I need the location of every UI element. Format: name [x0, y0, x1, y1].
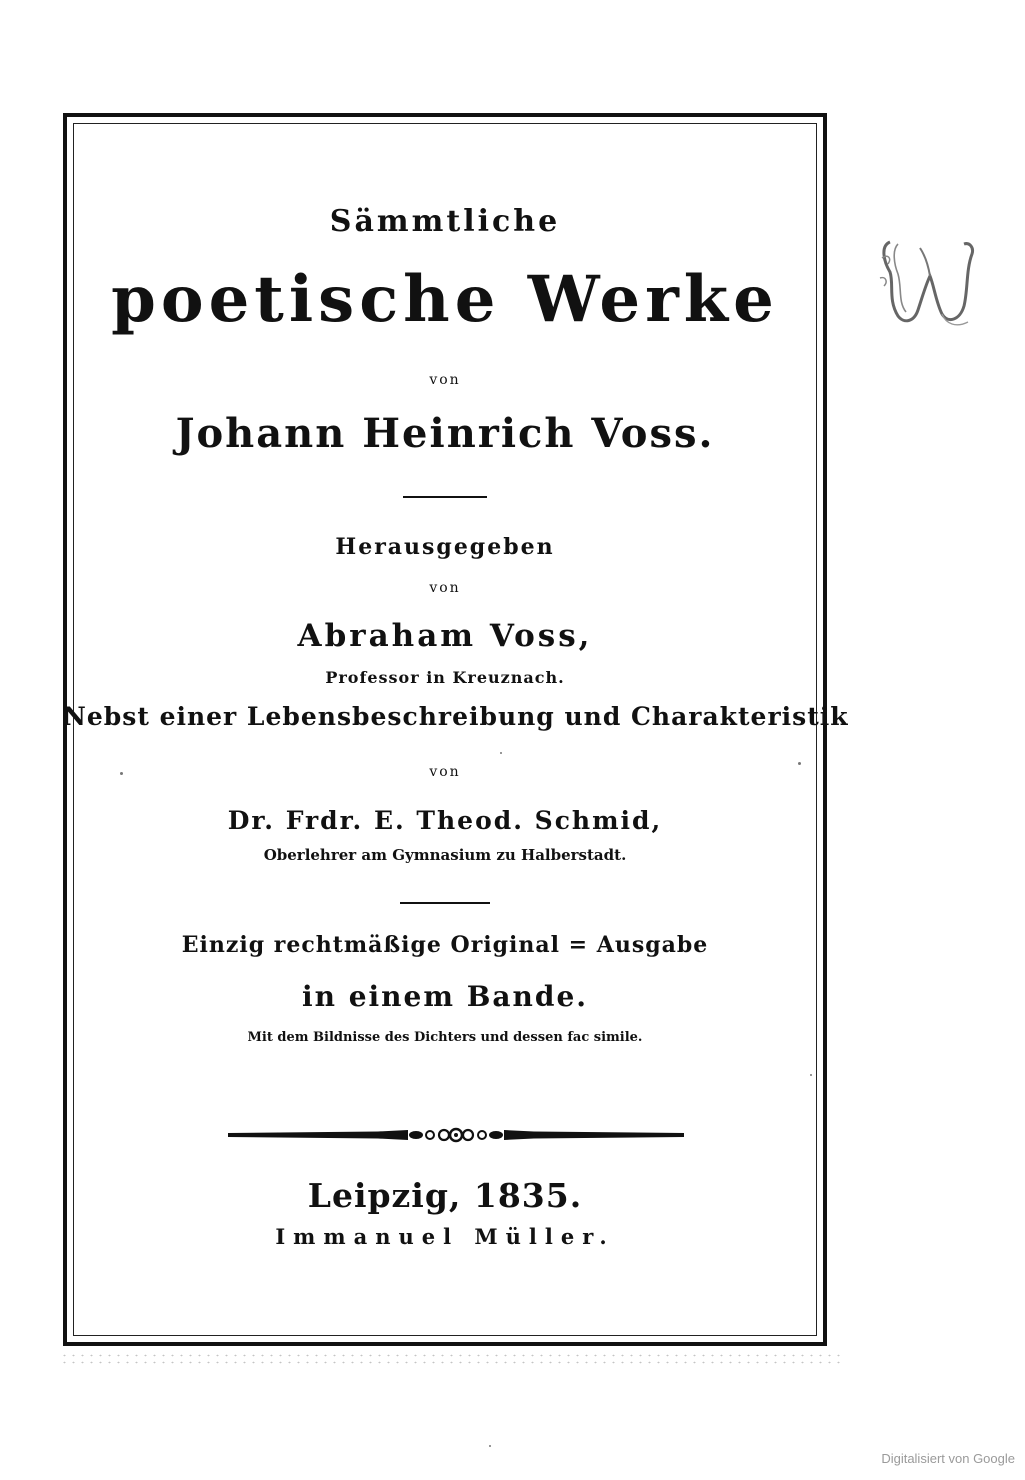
- von-label-1: von: [429, 372, 461, 388]
- editor-name: Abraham Voss,: [297, 618, 593, 654]
- von-label-2: von: [429, 580, 461, 596]
- divider-rule: [400, 902, 490, 904]
- ornamental-rule: [228, 1120, 684, 1150]
- monogram-stamp: [876, 232, 980, 332]
- paper-speck: [489, 1445, 491, 1447]
- biography-line: Nebst einer Lebensbeschreibung und Charakteristik: [63, 702, 849, 731]
- paper-speck: [810, 1074, 812, 1076]
- place-year: Leipzig, 1835.: [307, 1176, 583, 1215]
- edition-note: Einzig rechtmäßige Original = Ausgabe: [181, 932, 709, 958]
- volume-note: in einem Bande.: [301, 980, 589, 1013]
- von-label-3: von: [429, 764, 461, 780]
- editor-title: Professor in Kreuznach.: [325, 668, 565, 687]
- author-name: Johann Heinrich Voss.: [175, 410, 715, 457]
- portrait-note: Mit dem Bildnisse des Dichters und dessen fac simile.: [247, 1030, 643, 1045]
- paper-speck: [798, 762, 801, 765]
- paper-speck: [500, 752, 502, 754]
- heading-small: Sämmtliche: [329, 204, 561, 239]
- publisher-name: Immanuel Müller.: [275, 1224, 615, 1249]
- edited-label: Herausgegeben: [335, 534, 555, 560]
- digitized-watermark: Digitalisiert von Google: [881, 1451, 1015, 1466]
- biographer-title: Oberlehrer am Gymnasium zu Halberstadt.: [263, 846, 627, 864]
- scan-noise: [60, 1352, 840, 1366]
- paper-speck: [120, 772, 123, 775]
- heading-main: poetische Werke: [111, 262, 779, 337]
- divider-rule: [403, 496, 487, 498]
- biographer-name: Dr. Frdr. E. Theod. Schmid,: [227, 806, 663, 835]
